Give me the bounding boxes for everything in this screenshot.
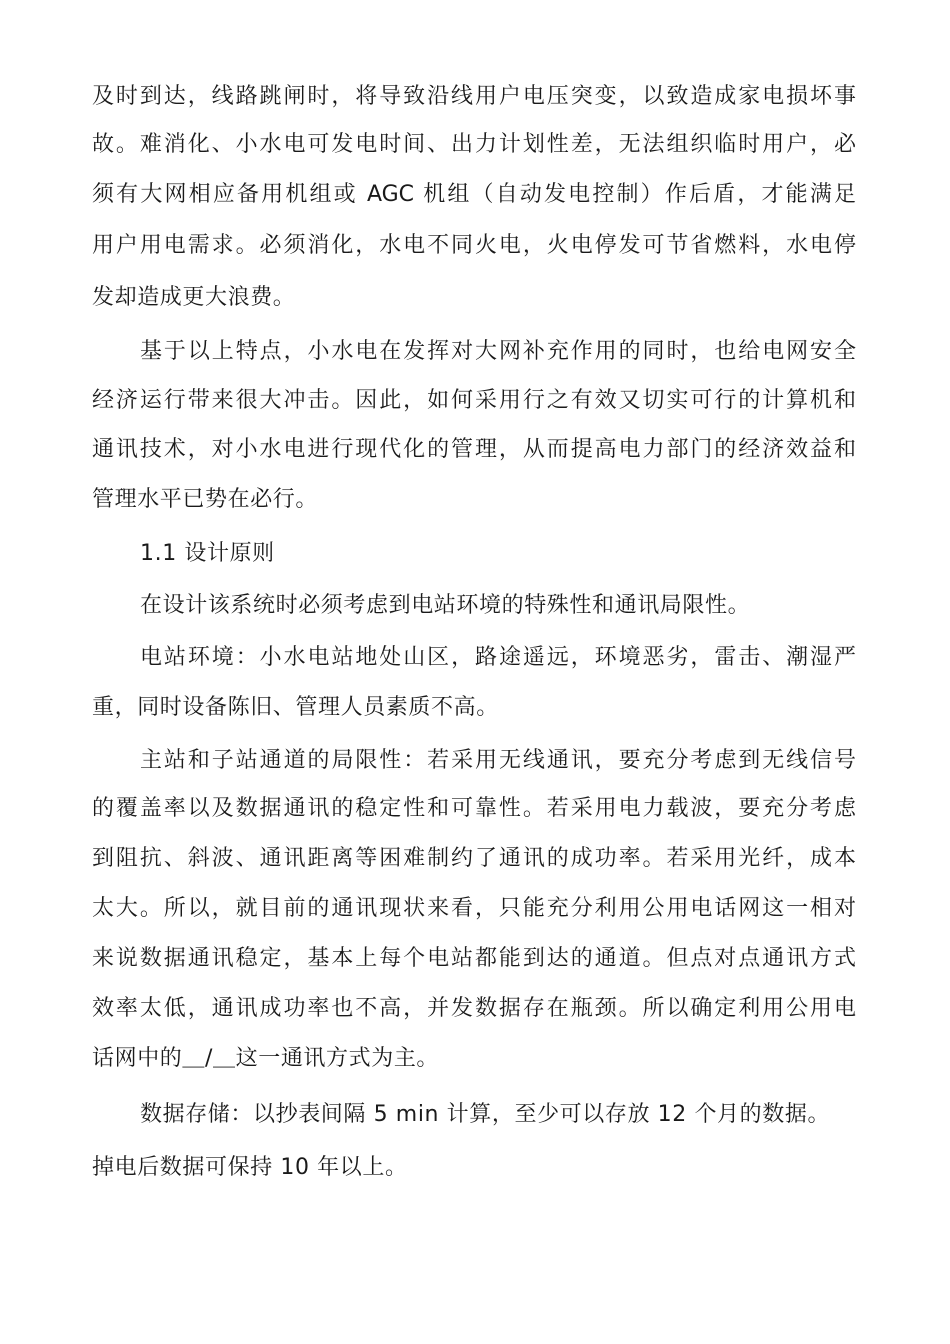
text-line: 重，同时设备陈旧、管理人员素质不高。 [92, 695, 499, 720]
text-line: 管理水平已势在必行。 [92, 487, 319, 512]
text-line: 的覆盖率以及数据通讯的稳定性和可靠性。若采用电力载波，要充分考虑 [92, 796, 856, 821]
text-line: 故。难消化、小水电可发电时间、出力计划性差，无法组织临时用户，必 [92, 132, 856, 157]
text-line: 通讯技术，对小水电进行现代化的管理，从而提高电力部门的经济效益和 [92, 437, 856, 462]
text-line: 发却造成更大浪费。 [92, 285, 296, 310]
text-line: 须有大网相应备用机组或 AGC 机组（自动发电控制）作后盾，才能满足 [92, 182, 856, 207]
text-line: 及时到达，线路跳闸时，将导致沿线用户电压突变，以致造成家电损坏事 [92, 84, 856, 109]
text-line: 话网中的＿/＿这一通讯方式为主。 [92, 1046, 440, 1071]
text-line: 在设计该系统时必须考虑到电站环境的特殊性和通讯局限性。 [140, 593, 751, 618]
text-line: 基于以上特点，小水电在发挥对大网补充作用的同时，也给电网安全 [140, 339, 856, 364]
text-line: 经济运行带来很大冲击。因此，如何采用行之有效又切实可行的计算机和 [92, 388, 856, 413]
text-line: 来说数据通讯稳定，基本上每个电站都能到达的通道。但点对点通讯方式 [92, 946, 856, 971]
text-line: 到阻抗、斜波、通讯距离等困难制约了通讯的成功率。若采用光纤，成本 [92, 846, 856, 871]
text-line: 数据存储：以抄表间隔 5 min 计算，至少可以存放 12 个月的数据。 [140, 1102, 831, 1127]
text-line: 掉电后数据可保持 10 年以上。 [92, 1155, 408, 1180]
section-heading: 1.1 设计原则 [140, 541, 275, 566]
text-line: 太大。所以，就目前的通讯现状来看，只能充分利用公用电话网这一相对 [92, 896, 856, 921]
text-line: 电站环境：小水电站地处山区，路途遥远，环境恶劣，雷击、潮湿严 [140, 645, 856, 670]
text-line: 主站和子站通道的局限性：若采用无线通讯，要充分考虑到无线信号 [140, 748, 856, 773]
text-line: 效率太低，通讯成功率也不高，并发数据存在瓶颈。所以确定利用公用电 [92, 996, 856, 1021]
text-line: 用户用电需求。必须消化，水电不同火电，火电停发可节省燃料，水电停 [92, 233, 856, 258]
